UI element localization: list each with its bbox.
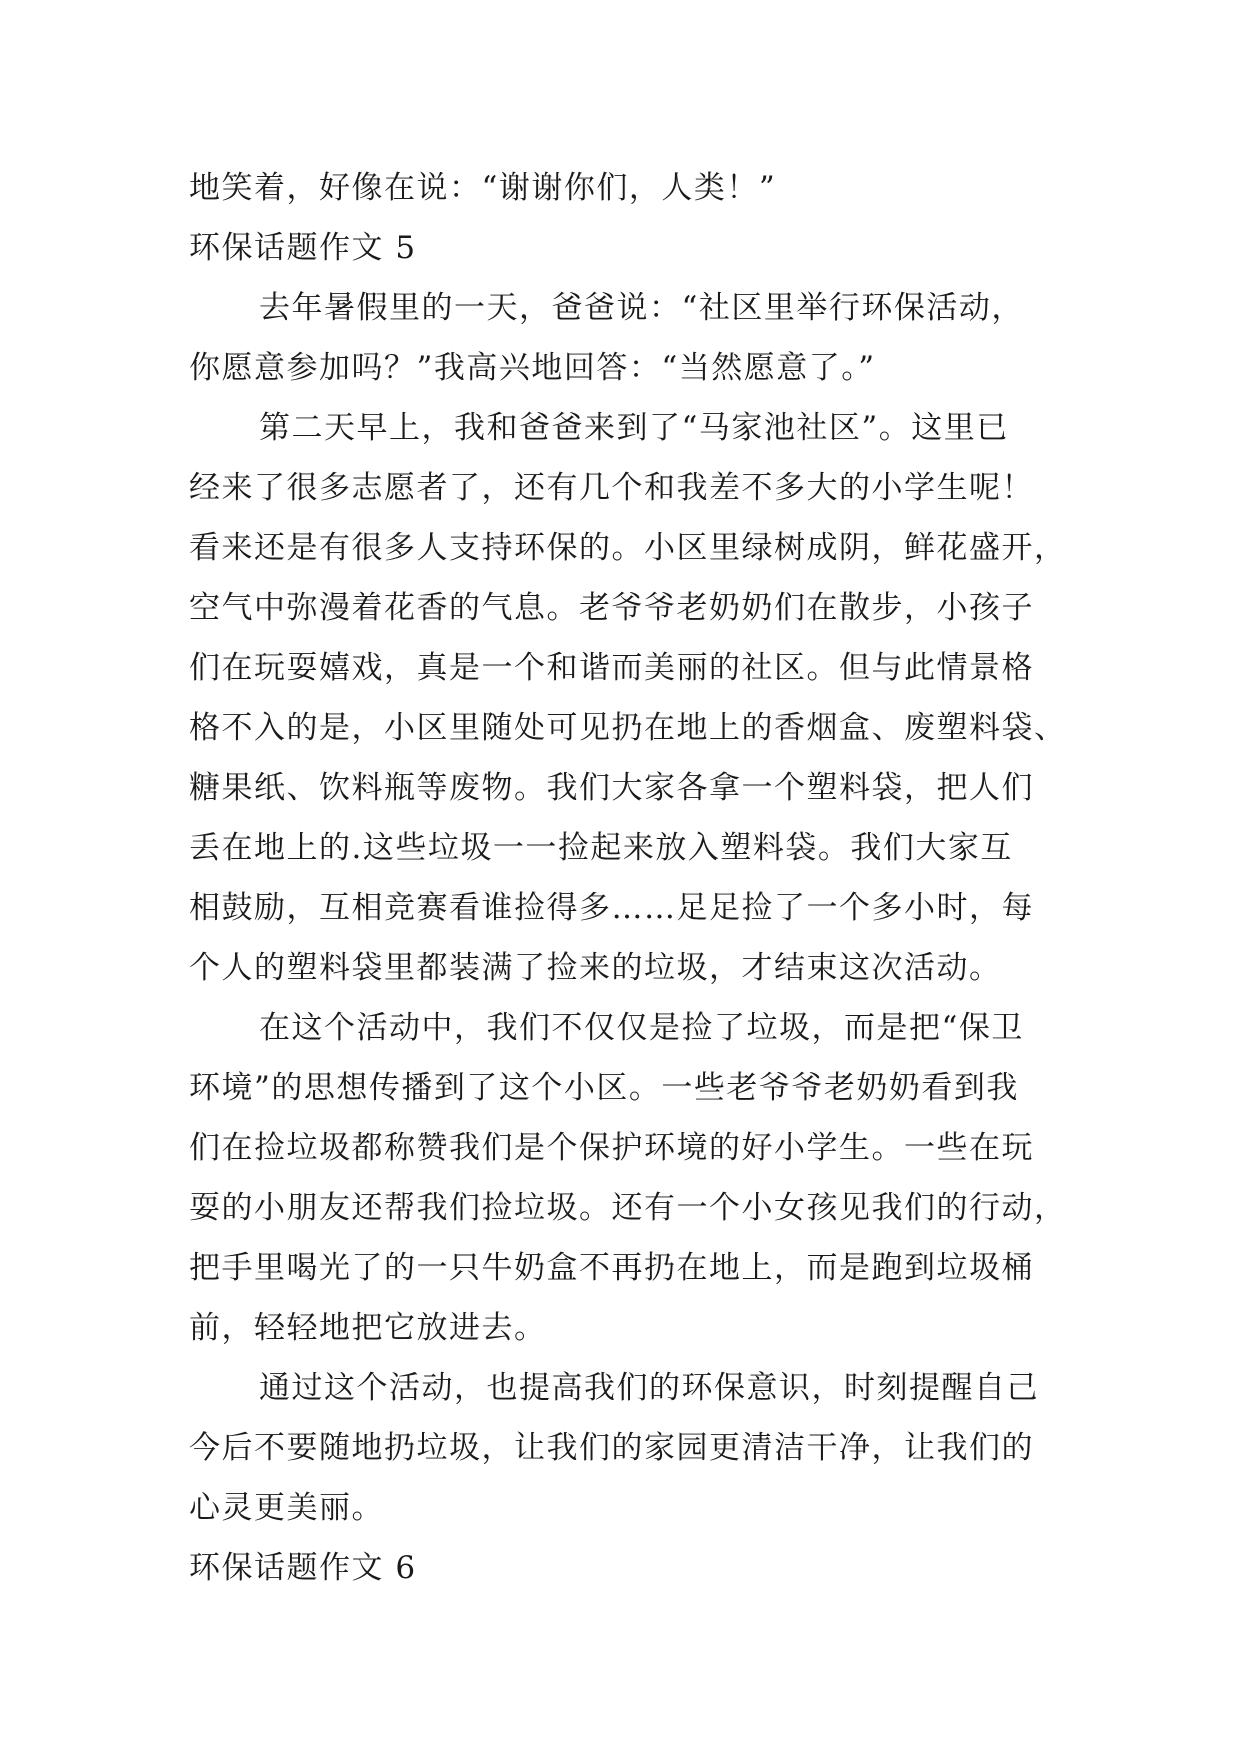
text-line: 看来还是有很多人支持环保的。小区里绿树成阴，鲜花盛开， [189,530,1067,566]
paragraph-first-line: 第二天早上，我和爸爸来到了“马家池社区”。这里已 [259,410,1009,446]
text-line: 前，轻轻地把它放进去。 [189,1310,547,1346]
text-line: 经来了很多志愿者了，还有几个和我差不多大的小学生呢！ [189,470,1034,506]
text-line: 环境”的思想传播到了这个小区。一些老爷爷老奶奶看到我 [189,1070,1019,1106]
paragraph-first-line: 去年暑假里的一天，爸爸说：“社区里举行环保活动， [259,290,1024,326]
text-line: 地笑着，好像在说：“谢谢你们，人类！” [189,170,777,206]
section-heading: 环保话题作文 6 [189,1550,417,1586]
text-line: 糖果纸、饮料瓶等废物。我们大家各拿一个塑料袋，把人们 [189,770,1034,806]
text-line: 格不入的是，小区里随处可见扔在地上的香烟盒、废塑料袋、 [189,710,1067,746]
text-line: 今后不要随地扔垃圾，让我们的家园更清洁干净，让我们的 [189,1430,1034,1466]
text-line: 丢在地上的.这些垃圾一一捡起来放入塑料袋。我们大家互 [189,830,1013,866]
paragraph-first-line: 在这个活动中，我们不仅仅是捡了垃圾，而是把“保卫 [259,1010,1024,1046]
document-body [189,158,1069,1598]
section-heading: 环保话题作文 5 [189,230,417,266]
text-line: 耍的小朋友还帮我们捡垃圾。还有一个小女孩见我们的行动， [189,1190,1067,1226]
text-line: 空气中弥漫着花香的气息。老爷爷老奶奶们在散步，小孩子 [189,590,1034,626]
text-line: 心灵更美丽。 [189,1490,384,1526]
text-line: 相鼓励，互相竞赛看谁捡得多……足足捡了一个多小时，每 [189,890,1034,926]
paragraph-first-line: 通过这个活动，也提高我们的环保意识，时刻提醒自己 [259,1370,1039,1406]
text-line: 个人的塑料袋里都装满了捡来的垃圾，才结束这次活动。 [189,950,1002,986]
text-line: 把手里喝光了的一只牛奶盒不再扔在地上，而是跑到垃圾桶 [189,1250,1034,1286]
text-line: 你愿意参加吗？”我高兴地回答：“当然愿意了。” [189,350,876,386]
text-line: 们在玩耍嬉戏，真是一个和谐而美丽的社区。但与此情景格 [189,650,1034,686]
text-line: 们在捡垃圾都称赞我们是个保护环境的好小学生。一些在玩 [189,1130,1034,1166]
